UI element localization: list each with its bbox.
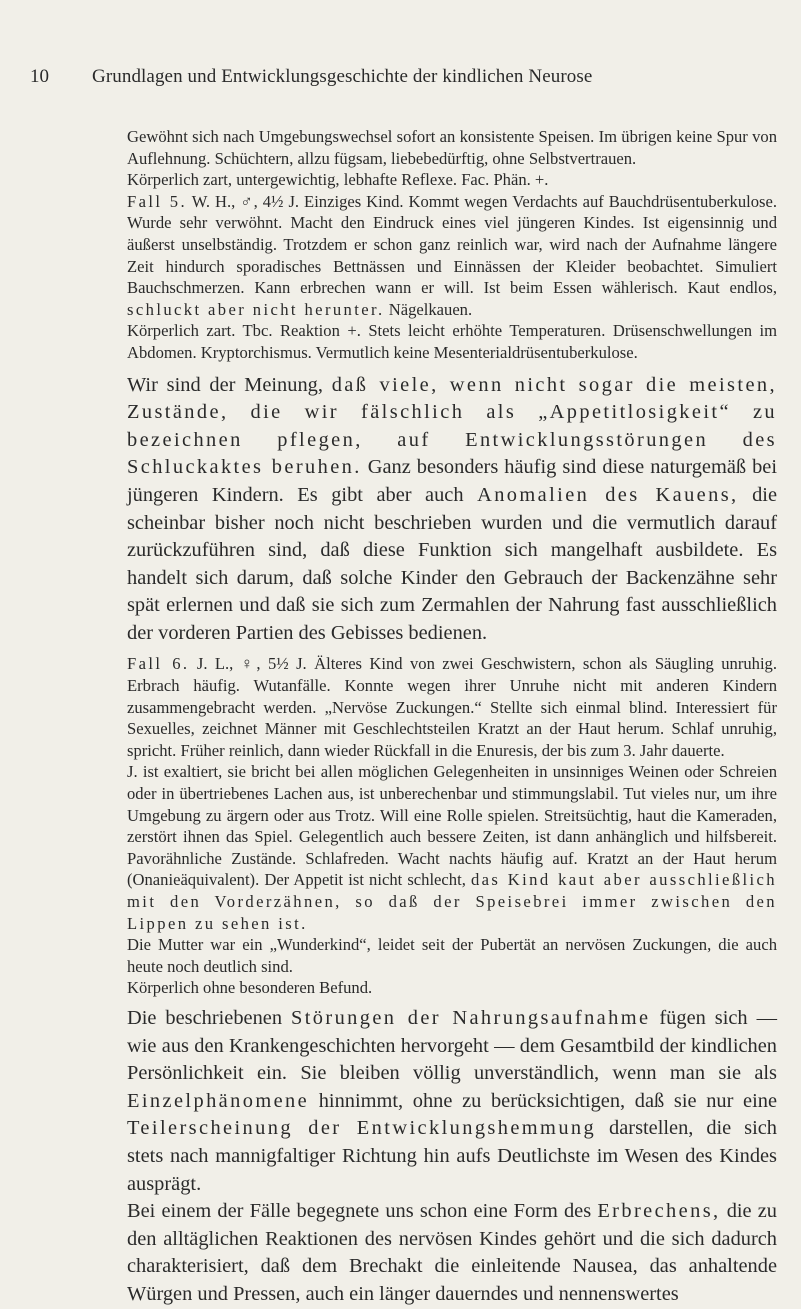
page-number: 10: [30, 66, 49, 87]
emphasis: schluckt aber nicht herunter.: [127, 299, 385, 319]
emphasis: Anomalien des Kauens,: [477, 483, 739, 506]
emphasis: Störungen der Nahrungsaufnahme: [290, 1006, 651, 1029]
emphasis: Erbrechens,: [597, 1200, 721, 1223]
emphasis: Teilerscheinung der Entwicklungshemmung: [127, 1117, 597, 1140]
case-5-paragraph: [127, 191, 777, 321]
paragraph: Gewöhnt sich nach Umgebungswechsel sofort an konsistente Speisen. Im übrigen keine Spur von Auflehnung. Schüchtern, allzu fügsam, liebebedürftig, ohne Selbstvertrauen.: [127, 127, 777, 168]
emphasis: daß viele, wenn nicht sogar die meisten, Zustände, die wir fälschlich als „Appetitlosigkeit“ zu bezeichnen pflegen, auf Entwicklungsstörungen des Schluckaktes beruhen.: [127, 373, 777, 479]
paragraph: Körperlich ohne besonderen Befund.: [127, 978, 373, 998]
text-run: fügen sich — wie aus den Krankengeschichten hervorgeht — dem Gesamtbild der kindlichen Persönlichkeit ein. Sie bleiben völlig unverständlich, wenn man sie als: [127, 1006, 777, 1085]
text-run: J. L., ♀, 5½ J. Älteres Kind von zwei Geschwistern, schon als Säugling unruhig. Erbrach häufig. Wutanfälle. Konnte wegen ihrer Unruhe nicht mit anderen Kindern zusammengebracht werden. „Nervöse Zuckungen.“ Stellte sich einmal blind. Interessiert für Sexuelles, zeichnet Männer mit Geschlechtsteilen Kratzt an der Haut herum. Schlaf unruhig, spricht. Früher reinlich, dann wieder Rückfall in die Enuresis, der bis zum 3. Jahr dauerte.: [127, 654, 777, 760]
paragraph: [127, 761, 777, 934]
case-notes-4: [127, 126, 777, 364]
page-body: [127, 126, 777, 1309]
emphasis: Einzelphänomene: [127, 1089, 310, 1112]
paragraph: Körperlich zart. Tbc. Reaktion +. Stets leicht erhöhte Temperaturen. Drüsenschwellungen im Abdomen. Kryptorchismus. Vermutlich keine Mesenterialdrüsentuberkulose.: [127, 321, 777, 362]
text-run: J. ist exaltiert, sie bricht bei allen möglichen Gelegenheiten in unsinniges Weinen oder Schreien oder in übertriebenes Lachen aus, ist unberechenbar und stimmungslabil. Tut vieles nur, um ihre Umgebung zu ärgern oder aus Trotz. Will eine Rolle spielen. Streitsüchtig, haut die Kameraden, zerstört ihnen das Spiel. Gelegentlich auch bessere Zeiten, ist dann anhänglich und hilfsbereit. Pavorähnliche Zustände. Schlafreden. Wacht nachts häufig auf. Kratzt an der Haut herum (Onanieäquivalent). Der Appetit ist nicht schlecht,: [127, 762, 777, 890]
case-6-paragraph: [127, 653, 777, 761]
paragraph: Die Mutter war ein „Wunderkind“, leidet seit der Pubertät an nervösen Zuckungen, die auch heute noch deutlich sind.: [127, 935, 777, 976]
case-label: Fall 5.: [127, 191, 188, 211]
text-run: darstellen, die sich stets nach mannigfaltiger Richtung hin aufs Deutlichste im Wesen des Kindes ausprägt.: [127, 1117, 777, 1195]
text-run: Nägelkauen.: [384, 299, 473, 319]
paragraph: [127, 372, 777, 648]
text-run: Bei einem der Fälle begegnete uns schon eine Form des: [127, 1200, 598, 1223]
case-notes-6: [127, 653, 777, 999]
text-run: die scheinbar bisher noch nicht beschrieben wurden und die vermutlich darauf zurückzuführen sind, daß diese Funktion sich mangelhaft ausbildete. Es handelt sich darum, daß solche Kinder den Gebrauch der Backenzähne sehr spät erlernen und daß sie sich zum Zermahlen der Nahrung fast ausschließlich der vorderen Partien des Gebisses bedienen.: [127, 483, 777, 644]
text-run: hinnimmt, ohne zu berücksichtigen, daß sie nur eine: [309, 1089, 777, 1112]
emphasis: das Kind kaut aber ausschließlich mit den Vorderzähnen, so daß der Speisebrei immer zwischen den Lippen zu sehen ist.: [127, 870, 777, 933]
case-label: Fall 6.: [127, 654, 190, 674]
text-run: die zu den alltäglichen Reaktionen des nervösen Kindes gehört und die sich dadurch charakterisiert, daß dem Brechakt die einleitende Nausea, das anhaltende Würgen und Pressen, auch ein länger dauerndes und nennenswertes: [127, 1200, 778, 1305]
paragraph: [127, 1005, 777, 1198]
main-paragraph-2: [127, 1005, 777, 1309]
paragraph: Körperlich zart, untergewichtig, lebhafte Reflexe. Fac. Phän. +.: [127, 170, 549, 190]
text-run: Wir sind der Meinung,: [127, 373, 332, 396]
text-run: Ganz besonders häufig sind diese naturgemäß bei jüngeren Kindern. Es gibt aber auch: [127, 456, 777, 506]
running-title: Grundlagen und Entwicklungsgeschichte der kindlichen Neurose: [92, 66, 593, 87]
page-header: [30, 66, 761, 94]
paragraph: [127, 1198, 777, 1308]
text-run: Die beschriebenen: [127, 1006, 291, 1029]
main-paragraph-1: [127, 372, 777, 648]
text-run: W. H., ♂, 4½ J. Einziges Kind. Kommt wegen Verdachts auf Bauchdrüsentuberkulose. Wurde sehr verwöhnt. Macht den Eindruck eines viel jüngeren Kindes. Ist eigensinnig und äußerst unselbständig. Trotzdem er schon ganz reinlich war, wird nach der Aufnahme längere Zeit hindurch sporadisches Bettnässen und Einnässen der Kleider beobachtet. Simuliert Bauchschmerzen. Kann erbrechen wann er will. Ist beim Essen wählerisch. Kaut endlos,: [127, 191, 777, 298]
